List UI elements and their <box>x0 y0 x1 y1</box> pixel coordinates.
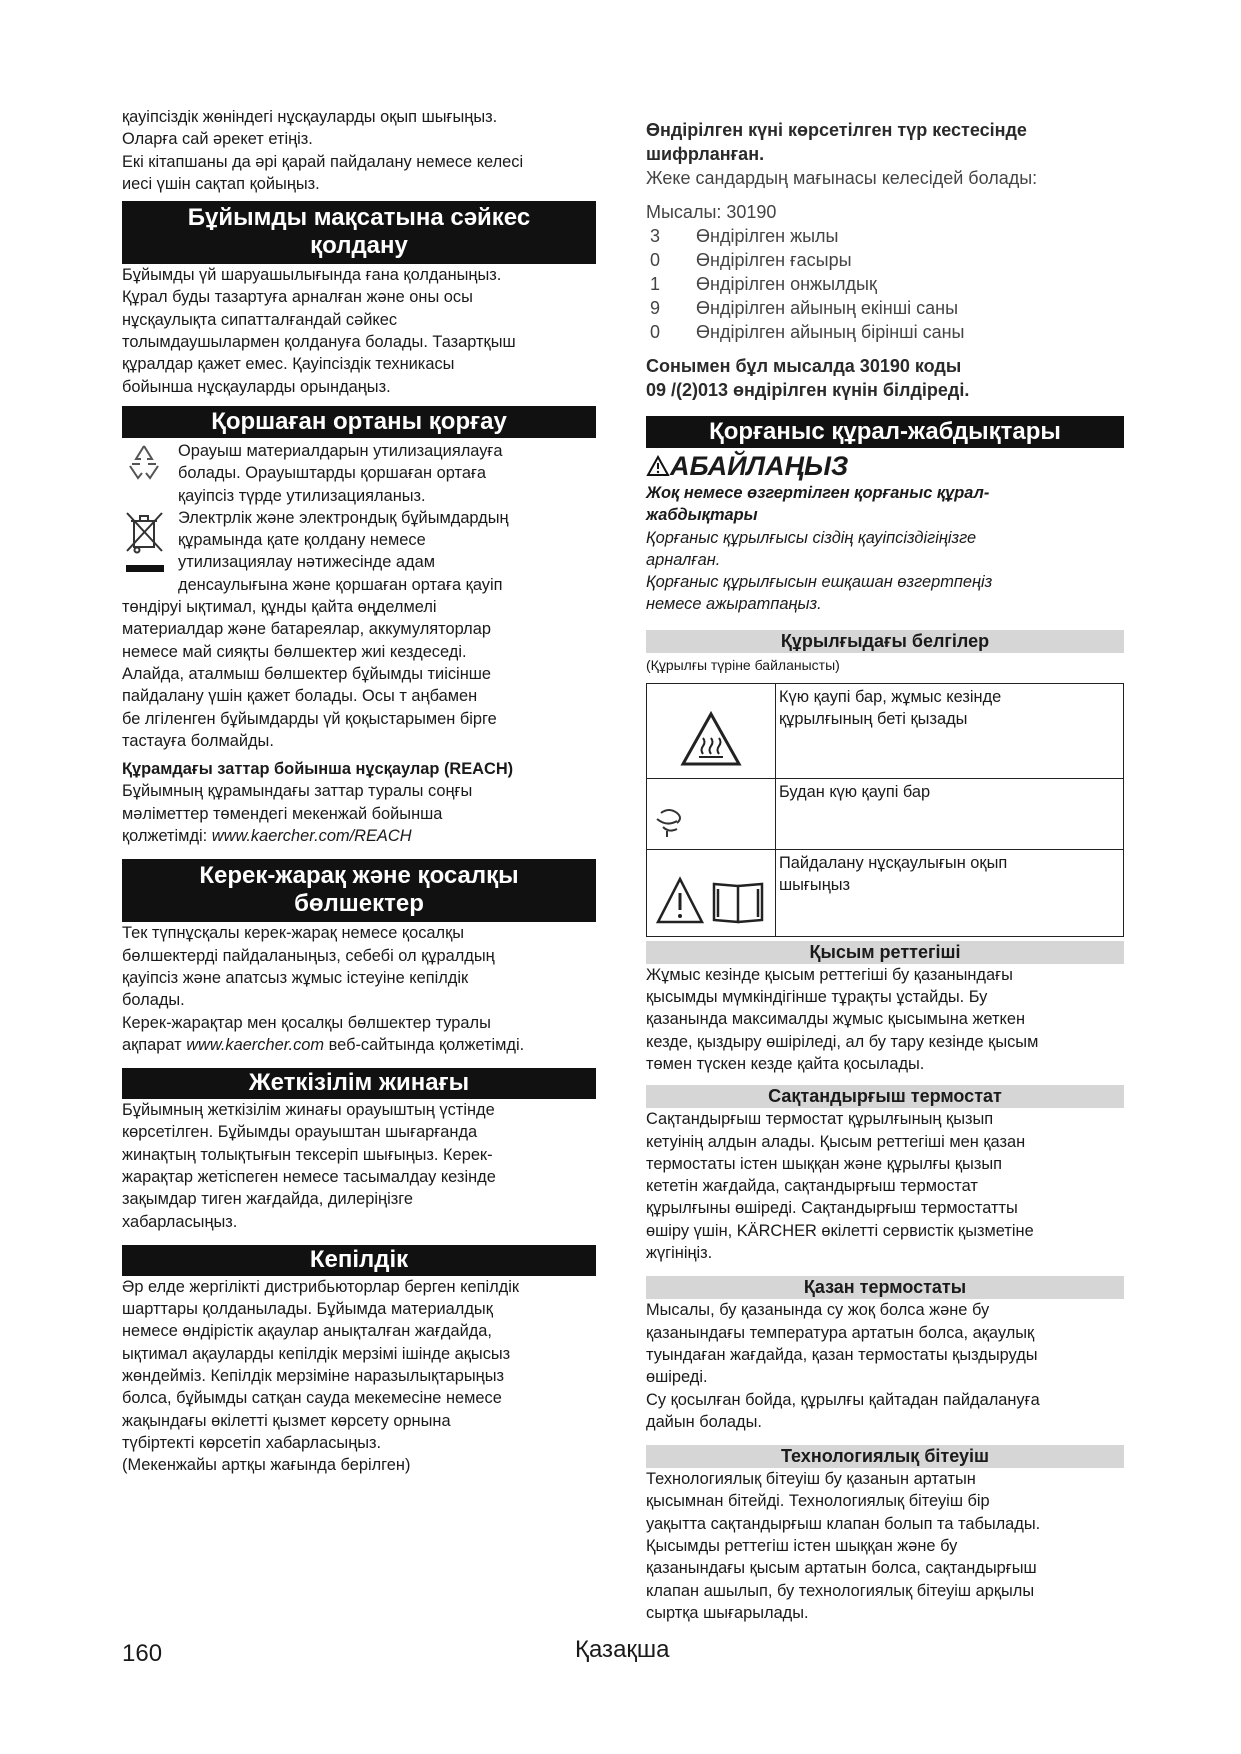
list-item <box>646 320 1124 344</box>
recycling-row <box>122 440 596 507</box>
code-meaning: Өндірілген онжылдық <box>696 274 877 294</box>
section-title-warranty: Кепілдік <box>122 1245 596 1276</box>
pressure-regulator-text: Жұмыс кезінде қысым реттегіші бу қазанындағы қысымды мүмкіндігінше тұрақты ұстайды. Бу қазанында максималды жұмыс қысымына жеткен кезде, қыздыру өшіріледі, ал бу тару кезінде қысым төмен түскен кезде қайта қосылады. <box>646 965 1039 1073</box>
production-date-result: Сонымен бұл мысалда 30190 коды 09 /(2)013 өндірілген күнін білдіреді. <box>646 356 970 400</box>
device-symbols-note: (Құрылғы түріне байланысты) <box>646 656 840 673</box>
section-title-technological-plug: Технологиялық бітеуіш <box>646 1445 1124 1468</box>
section-title-scope-of-delivery: Жеткізілім жинағы <box>122 1068 596 1099</box>
reach-link[interactable]: www.kaercher.com/REACH <box>211 827 412 846</box>
table-row <box>647 778 1124 849</box>
boiler-thermostat-text: Мысалы, бу қазанында су жоқ болса және бу қазанындағы температура артатын болса, ақаулық туындаған жағдайда, қазан термостаты қыздыруды өшіреді. Су қосылған бойда, құрылғы қайтадан пайдалануға дайын болады. <box>646 1301 1040 1431</box>
scope-of-delivery-text: Бұйымның жеткізілім жинағы орауыштың үстінде көрсетілген. Бұйымды орауыштан шығарғанда жинақтың толықтығын тексеріп шығыңыз. Керек- жарақтар жетіспеген немесе тасымалдау кезінде зақымдар тиген жағдайда, дилеріңізге хабарласыңыз. <box>122 1101 496 1231</box>
weee-row <box>122 507 596 596</box>
left-column <box>122 106 596 1477</box>
reach-text <box>122 780 596 847</box>
crossed-bin-icon <box>122 507 178 596</box>
read-manual-warning-icon <box>647 849 776 936</box>
table-row <box>647 683 1124 778</box>
code-meaning: Өндірілген айының бірінші саны <box>696 322 965 342</box>
section-title-accessories: Керек-жарақ және қосалқы бөлшектер <box>122 859 596 922</box>
section-title-safety-devices: Қорғаныс құрал-жабдықтары <box>646 416 1124 448</box>
warning-text: Қорғаныс құрылғысы сіздің қауіпсіздігіңізге арналған. Қорғаныс құрылғысын ешқашан өзгертпеңіз немесе ажыратпаңыз. <box>646 528 993 614</box>
list-item <box>646 296 1124 320</box>
production-date-subtitle: Жеке сандардың мағынасы келесідей болады: <box>646 168 1038 188</box>
safety-thermostat-text: Сақтандырғыш термостат құрылғының қызып кетуінің алдын алады. Қысым реттегіші мен қазан термостаты істен шыққан және құрылғы қызып кететін жағдайда, сақтандырғыш термостат құрылғыны өшіреді. Сақтандырғыш термостатты өшіру үшін, KÄRCHER өкілетті сервистік қызметіне жүгініңіз. <box>646 1110 1034 1263</box>
kaercher-link[interactable]: www.kaercher.com <box>186 1035 325 1054</box>
accessories-text <box>122 922 596 1056</box>
code-digit: 0 <box>650 322 661 342</box>
device-symbols-table <box>646 683 1124 937</box>
table-row <box>647 849 1124 936</box>
steam-burn-icon <box>647 778 776 849</box>
right-column <box>646 118 1124 1624</box>
code-digit: 1 <box>650 274 661 294</box>
list-item <box>646 224 1124 248</box>
warning-label: АБАЙЛАҢЫЗ <box>670 451 849 481</box>
recycling-text: Орауыш материалдарын утилизациялауға болады. Орауыштарды қоршаған ортаға қауіпсіз түрде утилизацияланыз. <box>178 441 503 505</box>
production-code-list <box>646 224 1124 344</box>
list-item <box>646 272 1124 296</box>
accessories-text-body: Тек түпнұсқалы керек-жарақ немесе қосалқы бөлшектерді пайдаланыңыз, себебі ол құралдың қауіпсіз және апатсыз жұмыс істеуіне кепілдік болады. Керек-жарақтар мен қосалқы бөлшектер туралы ақпарат <box>122 924 495 1054</box>
warning-triangle-icon <box>646 455 670 477</box>
symbol-text: Будан күю қаупі бар <box>776 778 1124 849</box>
code-meaning: Өндірілген айының екінші саны <box>696 298 959 318</box>
code-meaning: Өндірілген жылы <box>696 226 839 246</box>
intro-text: қауіпсіздік жөніндегі нұсқауларды оқып шығыңыз. Оларға сай әрекет етіңіз. Екі кітапшаны да әрі қарай пайдалану немесе келесі иесі үшін сақтап қойыңыз. <box>122 108 524 193</box>
code-digit: 3 <box>650 226 661 246</box>
section-title-boiler-thermostat: Қазан термостаты <box>646 1276 1124 1299</box>
warning-heading <box>646 450 1124 482</box>
reach-text-body: Бұйымның құрамындағы заттар туралы соңғы мәліметтер төмендегі мекенжай бойынша қолжетімді: <box>122 782 473 846</box>
production-date-example: Мысалы: 30190 <box>646 202 777 222</box>
section-title-pressure-regulator: Қысым реттегіші <box>646 941 1124 964</box>
environment-text: төндіруі ықтимал, құнды қайта өңделмелі материалдар және батареялар, аккумуляторлар немесе май сияқты бөлшектер жиі кездеседі. Алайда, аталмыш бөлшектер бұйымды тиісінше пайдалану үшін қажет болады. Осы т аңбамен бе лгіленген бұйымдарды үй қоқыстарымен бірге тастауға болмайды. <box>122 598 497 750</box>
reach-title: Құрамдағы заттар бойынша нұсқаулар (REACH) <box>122 760 514 779</box>
page-number: 160 <box>122 1640 163 1667</box>
code-meaning: Өндірілген ғасыры <box>696 250 852 270</box>
hot-surface-warning-icon <box>647 683 776 778</box>
list-item <box>646 248 1124 272</box>
section-title-safety-thermostat: Сақтандырғыш термостат <box>646 1085 1124 1108</box>
section-title-intended-use: Бұйымды мақсатына сәйкес қолдану <box>122 201 596 264</box>
code-digit: 0 <box>650 250 661 270</box>
production-date-title: Өндірілген күні көрсетілген түр кестесінде шифрланған. <box>646 120 1027 164</box>
footer-language: Қазақша <box>575 1636 670 1663</box>
technological-plug-text: Технологиялық бітеуіш бу қазанын артатын қысымнан бітейді. Технологиялық бітеуіш бір уақытта сақтандырғыш клапан болып та табылады. Қысымды реттегіш істен шыққан және бу қазанындағы қысым артатын болса, сақтандырғыш клапан ашылып, бу технологиялық бітеуіш арқылы сыртқа шығарылады. <box>646 1470 1041 1622</box>
weee-text: Электрлік және электрондық бұйымдардың құрамында қате қолдану немесе утилизациялау нәтижесінде адам денсаулығына және қоршаған ортаға қауіп <box>178 508 509 594</box>
code-digit: 9 <box>650 298 661 318</box>
section-title-device-symbols: Құрылғыдағы белгілер <box>646 630 1124 653</box>
section-title-environment: Қоршаған ортаны қорғау <box>122 406 596 438</box>
warranty-text: Әр елде жергілікті дистрибьюторлар берген кепілдік шарттары қолданылады. Бұйымда материалдық немесе өндірістік ақаулар анықталған жағдайда, ықтимал ақауларды кепілдік мерзімі ішінде ақысыз жөндейміз. Кепілдік мерзіміне наразылықтарыңыз болса, бұйымды сатқан сауда мекемесіне немесе жақындағы өкілетті қызмет көрсету орнына түбіртекті көрсетіп хабарласыңыз. (Мекенжайы артқы жағында берілген) <box>122 1277 520 1475</box>
intended-use-text: Бұйымды үй шаруашылығында ғана қолданыңыз. Құрал буды тазартуға арналған және оны осы нұсқаулықта сипатталғандай сәйкес толымдаушылармен қолдануға болады. Тазартқыш құралдар қажет емес. Қауіпсіздік техникасы бойынша нұсқауларды орындаңыз. <box>122 266 516 396</box>
symbol-text: Күю қаупі бар, жұмыс кезінде құрылғының беті қызады <box>776 683 1124 778</box>
recycling-icon <box>122 440 178 507</box>
symbol-text: Пайдалану нұсқаулығын оқып шығыңыз <box>776 849 1124 936</box>
warning-subtitle: Жоқ немесе өзгертілген қорғаныс құрал- жабдықтары <box>646 484 990 525</box>
accessories-text-end: веб-сайтында қолжетімді. <box>324 1035 525 1054</box>
